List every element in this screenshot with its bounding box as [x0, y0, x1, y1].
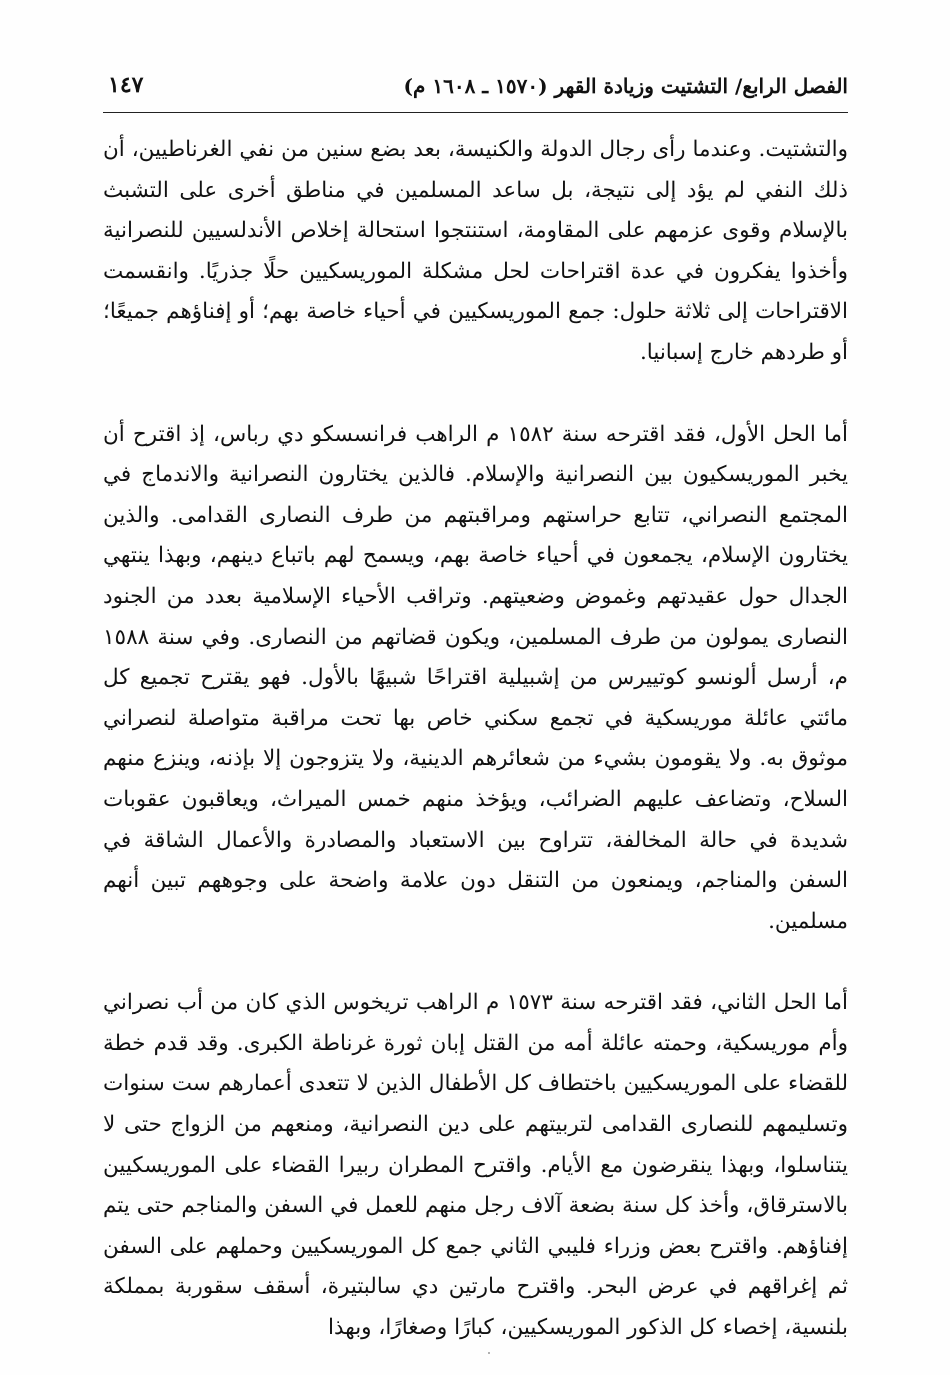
scan-speck — [488, 1352, 490, 1354]
paragraph-3: أما الحل الثاني، فقد اقترحه سنة ١٥٧٣ م الراهب تريخوس الذي كان من أب نصراني وأم موريسكية، وحمته عائلة أمه من القتل إبان ثورة غرناطة الكبرى. وقد قدم خطة للقضاء على الموريسكيين باختطاف كل الأطفال الذين لا تتعدى أعمارهم ست سنوات وتسليمهم للنصارى القدامى لتربيتهم على دين النصرانية، ومنعهم من الزواج حتى لا يتناسلوا، وبهذا ينقرضون مع الأيام. واقترح المطران ربيرا القضاء على الموريسكيين بالاسترقاق، وأخذ كل سنة بضعة آلاف رجل منهم للعمل في السفن والمناجم حتى يتم إفناؤهم. واقترح بعض وزراء فليبي الثاني جمع كل الموريسكيين وحملهم على السفن ثم إغراقهم في عرض البحر. واقترح مارتين دي سالبتيرة، أسقف سقوربة بمملكة بلنسية، إخصاء كل الذكور الموريسكيين، كبارًا وصغارًا، وبهذا — [103, 990, 848, 1341]
chapter-title: الفصل الرابع/ التشتيت وزيادة القهر (١٥٧٠ ـ ١٦٠٨ م) — [403, 74, 848, 98]
running-header — [100, 70, 848, 108]
page-number: ١٤٧ — [108, 72, 144, 98]
header-rule — [103, 112, 848, 113]
paragraph-1: والتشتيت. وعندما رأى رجال الدولة والكنيسة، بعد بضع سنين من نفي الغرناطيين، أن ذلك النفي لم يؤد إلى نتيجة، بل ساعد المسلمين في مناطق أخرى على التشبث بالإسلام وقوى عزمهم على المقاومة، استنتجوا استحالة إخلاص الأندلسيين للنصرانية وأخذوا يفكرون في عدة اقتراحات لحل مشكلة الموريسكيين حلًا جذريًا. وانقسمت الاقتراحات إلى ثلاثة حلول: جمع الموريسكيين في أحياء خاصة بهم؛ أو إفناؤهم جميعًا؛ أو طردهم خارج إسبانيا. — [103, 137, 848, 365]
paragraph-2: أما الحل الأول، فقد اقترحه سنة ١٥٨٢ م الراهب فرانسسكو دي رباس، إذ اقترح أن يخبر الموريسكيون بين النصرانية والإسلام. فالذين يختارون النصرانية والاندماج في المجتمع النصراني، تتابع حراستهم ومراقبتهم من طرف النصارى القدامى. والذين يختارون الإسلام، يجمعون في أحياء خاصة بهم، ويسمح لهم باتباع دينهم، وبهذا ينتهي الجدال حول عقيدتهم وغموض وضعيتهم. وتراقب الأحياء الإسلامية بعدد من الجنود النصارى يمولون من طرف المسلمين، ويكون قضاتهم من النصارى. وفي سنة ١٥٨٨ م، أرسل ألونسو كوتييرس من إشبيلية اقتراحًا شبيهًا بالأول. فهو يقترح تجميع كل مائتي عائلة موريسكية في تجمع سكني خاص بها تحت مراقبة متواصلة لنصراني موثوق به. ولا يقومون بشيء من شعائرهم الدينية، ولا يتزوجون إلا بإذنه، وينزع منهم السلاح، وتضاعف عليهم الضرائب، ويؤخذ منهم خمس الميراث، ويعاقبون عقوبات شديدة في حالة المخالفة، تتراوح بين الاستعباد والمصادرة والأعمال الشاقة في السفن والمناجم، ويمنعون من التنقل دون علامة واضحة على وجوههم تبين أنهم مسلمين. — [103, 421, 849, 934]
body-text — [103, 130, 848, 1349]
